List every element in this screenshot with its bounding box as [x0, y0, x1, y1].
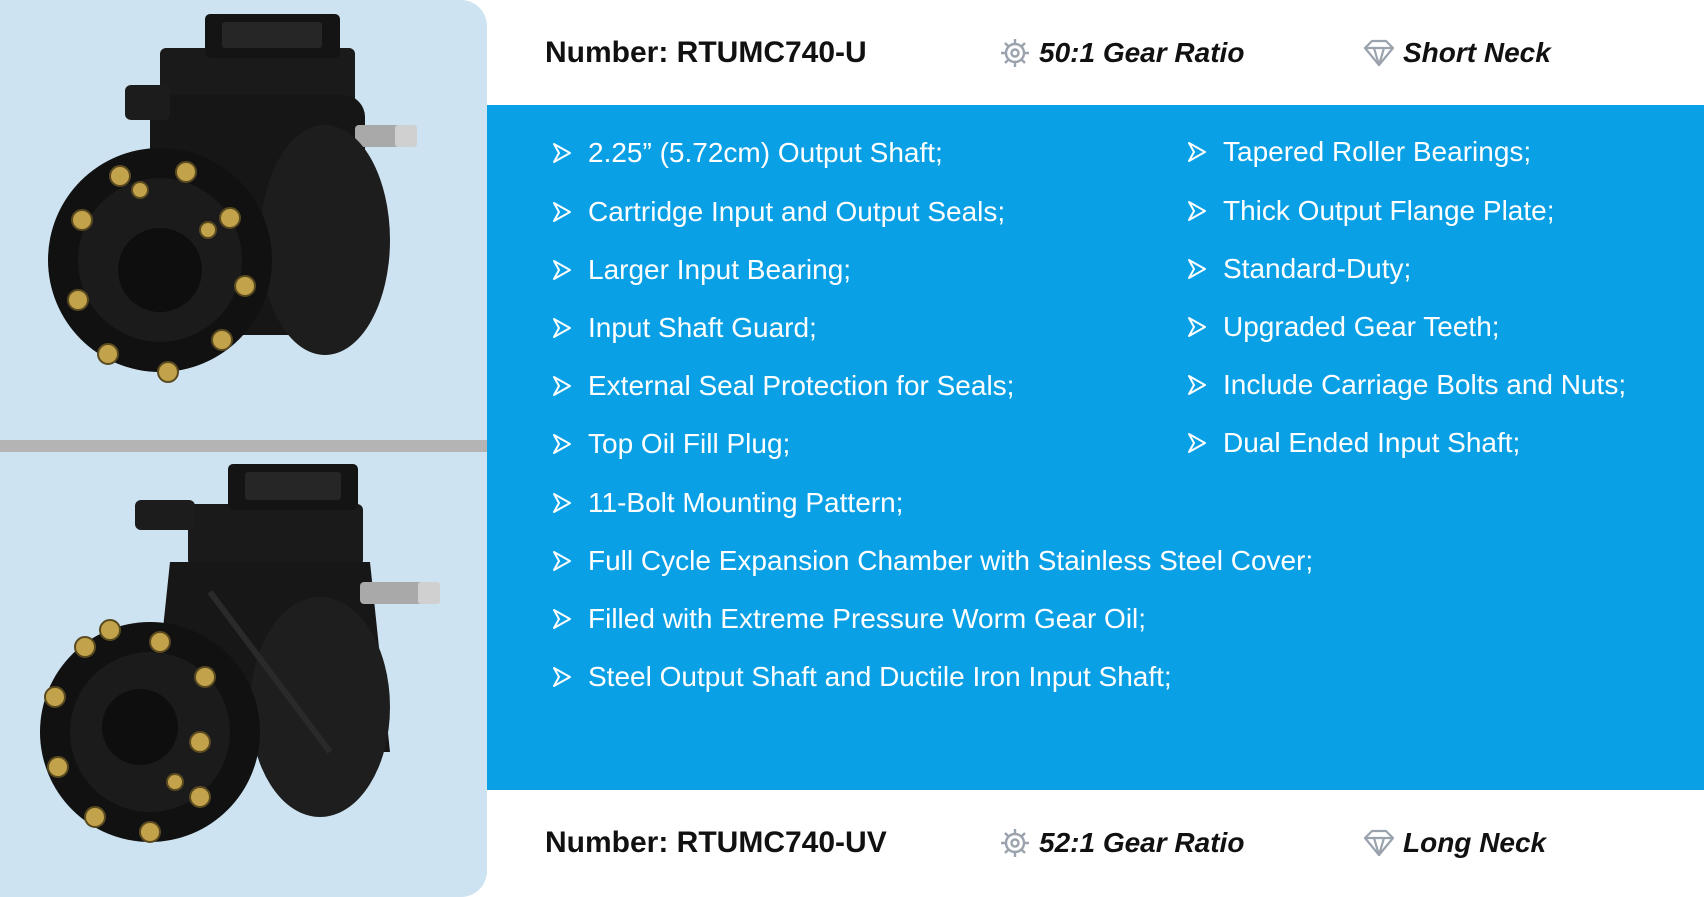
feature-text: 2.25” (5.72cm) Output Shaft; [588, 137, 943, 168]
gear-icon [999, 827, 1031, 859]
feature-item [1187, 253, 1411, 285]
feature-text: Upgraded Gear Teeth; [1223, 311, 1500, 342]
arrowhead-icon [1187, 200, 1207, 222]
feature-text: Larger Input Bearing; [588, 254, 852, 285]
gear-ratio-spec [999, 37, 1244, 69]
feature-list-panel [487, 105, 1704, 790]
feature-item [552, 661, 1172, 693]
feature-text: Steel Output Shaft and Ductile Iron Input Shaft; [588, 661, 1172, 692]
diamond-icon [1363, 828, 1395, 858]
arrowhead-icon [552, 317, 572, 339]
arrowhead-icon [552, 492, 572, 514]
arrowhead-icon [552, 375, 572, 397]
feature-text: Cartridge Input and Output Seals; [588, 196, 1006, 227]
feature-item [552, 370, 1014, 402]
arrowhead-icon [552, 433, 572, 455]
diamond-icon [1363, 38, 1395, 68]
feature-item [552, 487, 903, 519]
arrowhead-icon [552, 201, 572, 223]
neck-spec [1363, 37, 1551, 69]
gearbox-photo-icon [0, 452, 487, 897]
arrowhead-icon [1187, 432, 1207, 454]
arrowhead-icon [1187, 141, 1207, 163]
feature-item [1187, 427, 1520, 459]
product-photo-long-neck [0, 452, 487, 897]
gear-ratio-spec [999, 827, 1244, 859]
neck-text: Short Neck [1403, 36, 1551, 68]
photo-panel [0, 0, 487, 897]
arrowhead-icon [552, 608, 572, 630]
feature-text: External Seal Protection for Seals; [588, 370, 1015, 401]
photo-divider [0, 440, 487, 452]
feature-item [552, 254, 851, 286]
feature-text: Input Shaft Guard; [588, 312, 817, 343]
neck-spec [1363, 827, 1546, 859]
feature-text: Filled with Extreme Pressure Worm Gear Oil; [588, 603, 1147, 634]
feature-item [1187, 195, 1555, 227]
feature-text: 11-Bolt Mounting Pattern; [588, 487, 904, 518]
arrowhead-icon [552, 259, 572, 281]
feature-item [552, 428, 790, 460]
arrowhead-icon [552, 550, 572, 572]
feature-item [552, 603, 1146, 635]
feature-item [552, 312, 817, 344]
feature-text: Tapered Roller Bearings; [1223, 136, 1532, 167]
feature-text: Top Oil Fill Plug; [588, 428, 791, 459]
feature-item [1187, 136, 1531, 168]
model-number: Number: RTUMC740-U [545, 35, 867, 69]
model-number: Number: RTUMC740-UV [545, 825, 887, 859]
feature-text: Thick Output Flange Plate; [1223, 195, 1555, 226]
feature-item [1187, 369, 1626, 401]
feature-item [552, 196, 1005, 228]
feature-text: Dual Ended Input Shaft; [1223, 427, 1521, 458]
gear-ratio-text: 52:1 Gear Ratio [1039, 826, 1245, 858]
product-photo-short-neck [0, 0, 487, 440]
feature-item [552, 545, 1313, 577]
product-header-long-neck [487, 790, 1704, 895]
gear-icon [999, 37, 1031, 69]
arrowhead-icon [1187, 374, 1207, 396]
arrowhead-icon [552, 666, 572, 688]
arrowhead-icon [1187, 258, 1207, 280]
feature-text: Full Cycle Expansion Chamber with Stainless Steel Cover; [588, 545, 1314, 576]
gear-ratio-text: 50:1 Gear Ratio [1039, 36, 1245, 68]
feature-item [1187, 311, 1500, 343]
feature-item [552, 137, 943, 169]
arrowhead-icon [1187, 316, 1207, 338]
gearbox-photo-icon [0, 0, 487, 440]
arrowhead-icon [552, 142, 572, 164]
product-header-short-neck [487, 0, 1704, 105]
feature-text: Standard-Duty; [1223, 253, 1412, 284]
neck-text: Long Neck [1403, 826, 1547, 858]
feature-text: Include Carriage Bolts and Nuts; [1223, 369, 1627, 400]
